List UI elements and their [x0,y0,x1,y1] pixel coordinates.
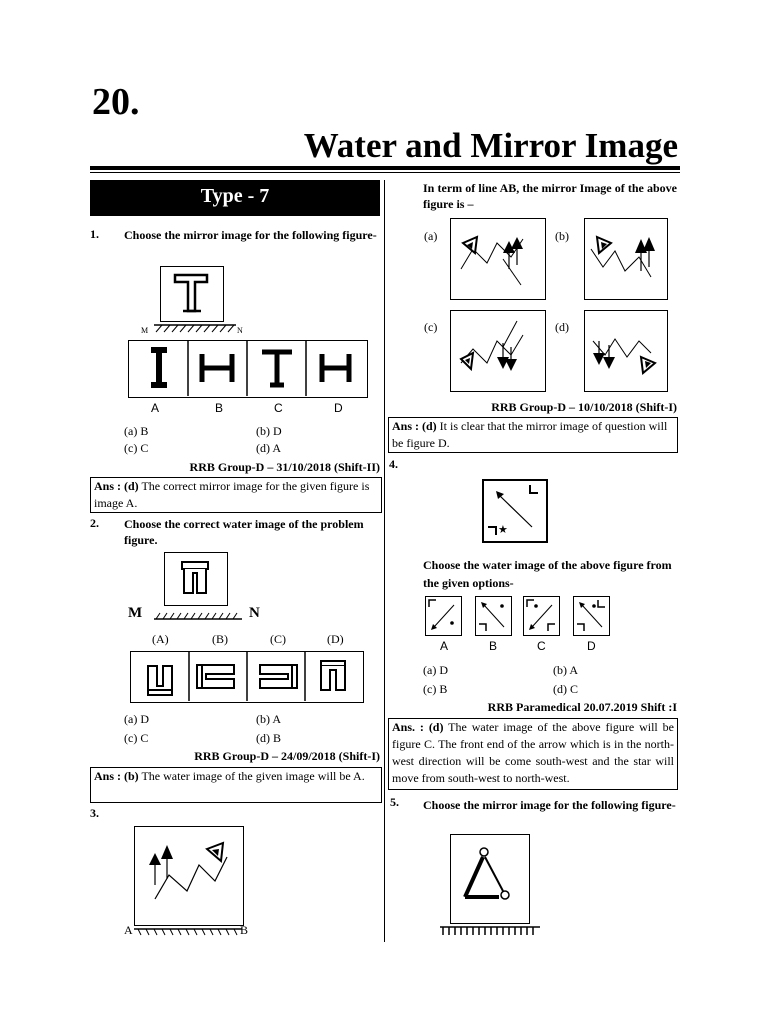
q4-option-a: (a) D [423,663,448,677]
q4-option-figure-b [475,596,512,636]
q2-answer-label: Ans : (b) [94,769,139,783]
q4-source: RRB Paramedical 20.07.2019 Shift :I [487,700,677,714]
q2-line-end: N [249,605,260,621]
title-rule-thin [90,172,680,173]
q4-option-d: (d) C [553,682,578,696]
q4-text: Choose the water image of the above figure from the given options- [423,558,672,590]
q3-option-figure-a [450,218,546,300]
q2-answer-figures [130,651,364,703]
q1-fig-label-d: D [334,401,343,415]
q4-option-figure-d [573,596,610,636]
q4-option-figure-c [523,596,560,636]
q4-number: 4. [389,457,398,471]
q2-option-b: (b) A [256,712,281,726]
q3-mirror-line [130,927,246,937]
q3-answer-label: Ans : (d) [392,419,437,433]
q3-source: RRB Group-D – 10/10/2018 (Shift-I) [491,400,677,414]
title-rule-thick [90,166,680,170]
q4-fig-label-d: D [587,639,596,653]
q1-fig-label-b: B [215,401,224,415]
q3-option-label-c: (c) [424,320,438,334]
q2-problem-figure [164,552,228,606]
q3-option-label-d: (d) [555,320,569,334]
q2-text: Choose the correct water image of the problem figure. [124,517,364,547]
q2-answer-text: The water image of the given image will be A. [138,769,365,783]
q4-option-figure-a [425,596,462,636]
q1-option-d: (d) A [256,441,281,455]
q2-fig-label-c: (C) [270,632,286,646]
q2-source: RRB Group-D – 24/09/2018 (Shift-I) [194,749,380,763]
chapter-title: Water and Mirror Image [303,126,678,165]
q1-text: Choose the mirror image for the following figure- [124,228,377,242]
q3-option-label-a: (a) [424,229,438,243]
q1-answer-text: The correct mirror image for the given figure is image A. [94,479,370,510]
column-divider [384,180,385,942]
q5-mirror-line [438,925,542,937]
q4-fig-label-b: B [489,639,498,653]
q4-problem-figure [482,479,548,543]
q2-fig-label-d: (D) [327,632,344,646]
q4-option-c: (c) B [423,682,448,696]
q2-option-d: (d) B [256,731,281,745]
q1-problem-figure [160,266,224,322]
q4-fig-label-c: C [537,639,546,653]
q1-line-end: N [237,326,243,335]
q4-answer-text: The water image of the above figure will be figure C. The front end of the arrow which is in the north-west direction will be come south-west and the star will move from south-west to north-west. [392,720,674,785]
q1-fig-label-c: C [274,401,283,415]
q5-problem-figure [450,834,530,924]
q1-answer-figures [128,340,368,398]
q1-fig-label-a: A [151,401,160,415]
q3-answer-text: It is clear that the mirror image of question will be figure D. [392,419,668,450]
q1-source: RRB Group-D – 31/10/2018 (Shift-II) [189,460,380,474]
q2-mirror-line [150,610,246,622]
q3-line-end: B [240,923,249,937]
q1-answer-label: Ans : (d) [94,479,139,493]
q1-option-c: (c) C [124,441,149,455]
q5-text: Choose the mirror image for the following figure- [423,798,676,812]
q3-option-label-b: (b) [555,229,569,243]
q2-option-a: (a) D [124,712,149,726]
q3-problem-figure [134,826,244,926]
q1-option-a: (a) B [124,424,149,438]
q2-fig-label-b: (B) [212,632,228,646]
q1-answer-box [90,477,382,513]
type-banner: Type - 7 [90,180,380,216]
svg-text:★: ★ [498,523,508,536]
q2-option-c: (c) C [124,731,149,745]
q2-fig-label-a: (A) [152,632,169,646]
q3-line-start: A [124,923,133,937]
q4-answer-box [388,718,678,790]
q4-fig-label-a: A [440,639,449,653]
q2-answer-box [90,767,382,803]
chapter-number: 20. [92,81,140,123]
q5-number: 5. [390,795,399,809]
q3-option-figure-d [584,310,668,392]
q3-answer-box [388,417,678,453]
q3-number: 3. [90,806,99,820]
q2-line-start: M [128,605,143,621]
q1-number: 1. [90,227,99,241]
q3-option-figure-b [584,218,668,300]
q1-line-start: M [141,326,149,335]
q1-option-b: (b) D [256,424,282,438]
q3-text: In term of line AB, the mirror Image of the above figure is – [423,181,677,211]
q1-mirror-line [140,322,250,338]
q4-option-b: (b) A [553,663,578,677]
q3-option-figure-c [450,310,546,392]
q4-answer-label: Ans. : (d) [392,720,444,734]
q2-number: 2. [90,516,99,530]
